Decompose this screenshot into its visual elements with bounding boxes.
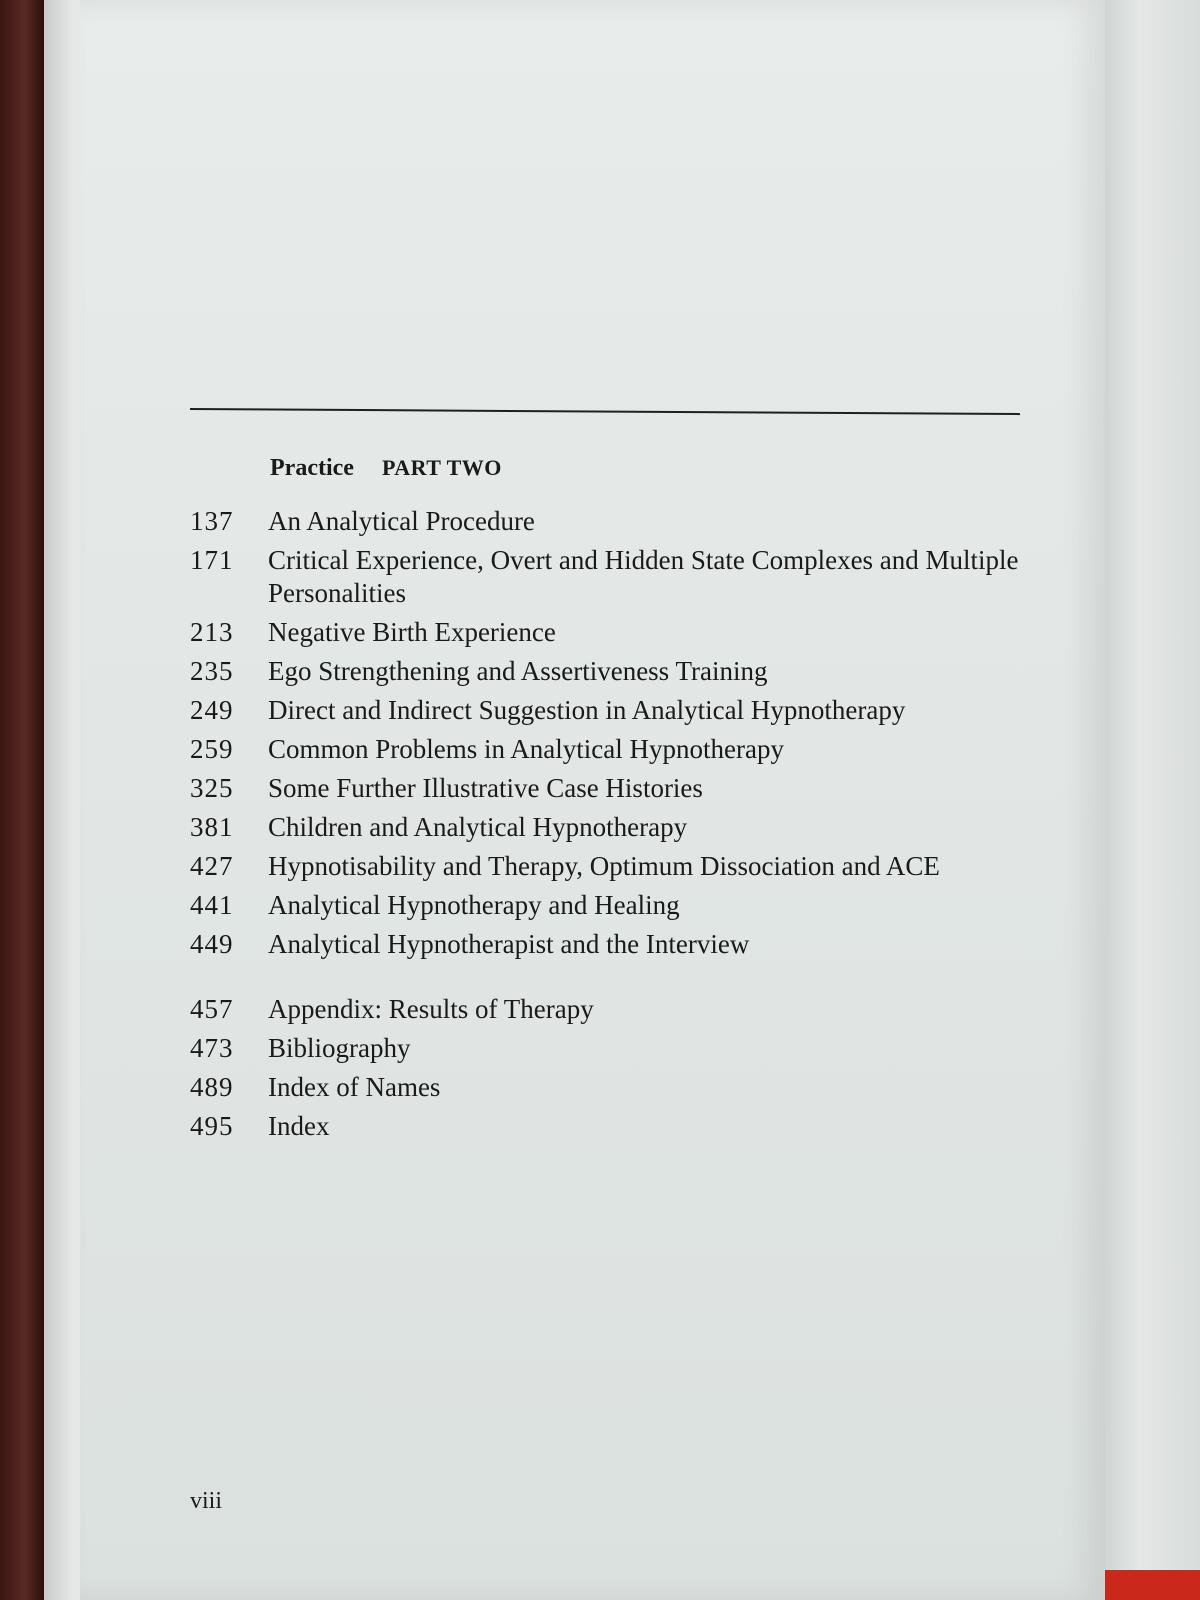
toc-page-number: 427	[190, 851, 234, 881]
toc-page-number: 213	[190, 617, 234, 647]
toc-title: Children and Analytical Hypnotherapy	[268, 812, 688, 842]
toc-entry	[190, 544, 1090, 610]
back-matter-entry	[190, 1110, 1090, 1143]
toc-page-number: 489	[190, 1072, 234, 1102]
toc-title: Analytical Hypnotherapist and the Interview	[268, 929, 750, 959]
toc-page-number: 495	[190, 1111, 234, 1141]
toc-title: Negative Birth Experience	[268, 617, 556, 647]
toc-page-number: 325	[190, 773, 234, 803]
top-rule	[190, 408, 1020, 415]
toc-page-number: 235	[190, 656, 234, 686]
toc-title: Appendix: Results of Therapy	[268, 994, 594, 1024]
back-matter-entry	[190, 993, 1090, 1026]
toc-page-number: 449	[190, 929, 234, 959]
back-matter-entry	[190, 1032, 1090, 1065]
toc-page-number: 381	[190, 812, 234, 842]
back-matter-entry	[190, 1071, 1090, 1104]
toc-entry	[190, 616, 1090, 649]
part-title: Practice	[270, 455, 354, 481]
toc-page-number: 137	[190, 506, 234, 536]
part-heading	[270, 455, 502, 482]
toc-entry	[190, 505, 1090, 538]
page-folio: viii	[190, 1488, 223, 1514]
toc-page-number: 473	[190, 1033, 234, 1063]
toc-title: Some Further Illustrative Case Histories	[268, 773, 703, 803]
facing-page-edge	[1100, 0, 1200, 1570]
toc-title: Hypnotisability and Therapy, Optimum Dissociation and ACE	[268, 851, 940, 881]
toc-entry	[190, 928, 1090, 961]
table-of-contents	[190, 505, 1090, 1149]
toc-title: Common Problems in Analytical Hypnotherapy	[268, 734, 784, 764]
toc-page-number: 171	[190, 545, 234, 575]
toc-entry	[190, 889, 1090, 922]
toc-page-number: 441	[190, 890, 234, 920]
toc-entry	[190, 850, 1090, 883]
toc-page-number: 259	[190, 734, 234, 764]
book-page	[80, 0, 1105, 1600]
toc-title: Direct and Indirect Suggestion in Analytical Hypnotherapy	[268, 695, 906, 725]
toc-title: An Analytical Procedure	[268, 506, 535, 536]
toc-entry	[190, 811, 1090, 844]
toc-title: Ego Strengthening and Assertiveness Training	[268, 656, 768, 686]
part-label: PART TWO	[381, 455, 502, 480]
toc-title: Critical Experience, Overt and Hidden State Complexes and Multiple Personalities	[268, 545, 1019, 608]
book-spine	[0, 0, 44, 1600]
toc-title: Index	[268, 1111, 330, 1141]
toc-entry	[190, 655, 1090, 688]
section-gap	[190, 967, 1090, 993]
toc-page-number: 457	[190, 994, 234, 1024]
toc-page-number: 249	[190, 695, 234, 725]
toc-entry	[190, 772, 1090, 805]
toc-title: Analytical Hypnotherapy and Healing	[268, 890, 680, 920]
toc-title: Bibliography	[268, 1033, 411, 1063]
toc-entry	[190, 733, 1090, 766]
toc-title: Index of Names	[268, 1072, 441, 1102]
show-through-text	[835, 300, 856, 370]
toc-entry	[190, 694, 1090, 727]
